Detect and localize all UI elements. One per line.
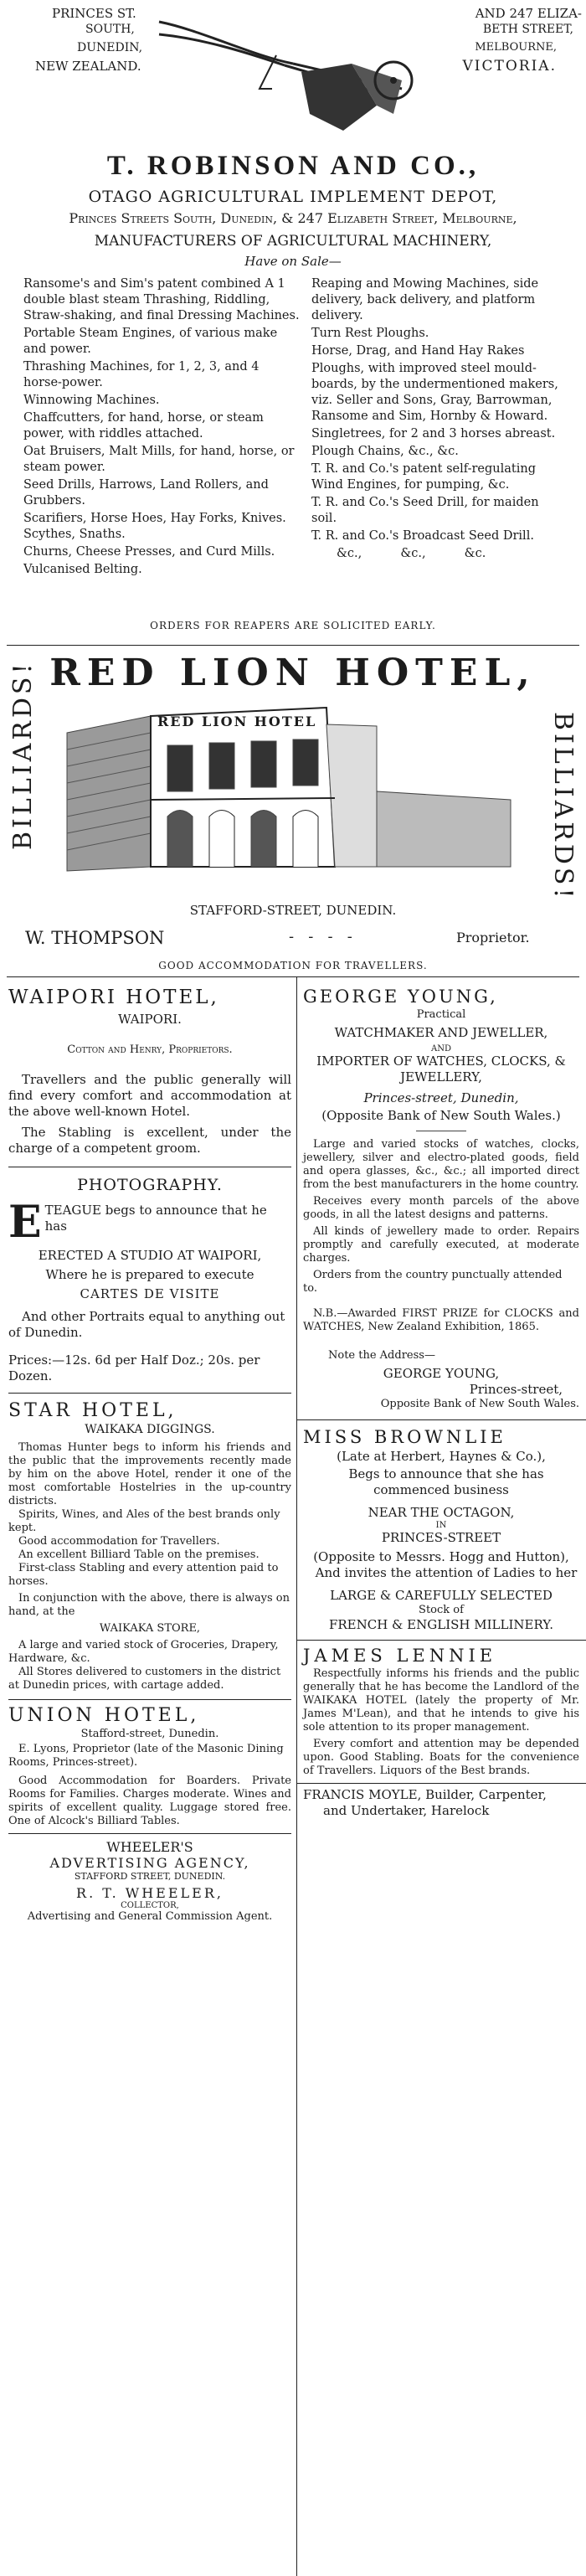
young-note-name: GEORGE YOUNG, — [383, 1366, 500, 1381]
star-p7: A large and varied stock of Groceries, Drapery, Hardware, &c. — [8, 1639, 279, 1665]
waipori-p2: The Stabling is excellent, under the charge of a competent groom. — [8, 1125, 291, 1156]
wheeler-ad — [8, 1839, 291, 1924]
brownlie-stock1: LARGE & CAREFULLY SELECTED — [330, 1588, 553, 1603]
brownlie-title: MISS BROWNLIE — [303, 1427, 506, 1447]
young-award: N.B.—Awarded FIRST PRIZE for CLOCKS and WATCHES, New Zealand Exhibition, 1865. — [303, 1307, 579, 1333]
list-item: Winnowing Machines. — [23, 394, 160, 407]
list-item: Ransome's and Sim's patent combined A 1 double blast steam Thrashing, Riddling, Straw-shaking, and final Dressing Machines. — [23, 277, 300, 322]
red-lion-title: RED LION HOTEL, — [49, 652, 537, 694]
list-item: T. R. and Co.'s Seed Drill, for maiden soil. — [311, 496, 539, 525]
photo-p2: And other Portraits equal to anything out of Dunedin. — [8, 1309, 285, 1340]
photo-where: Where he is prepared to execute — [45, 1267, 254, 1282]
dropcap-e: E — [8, 1203, 42, 1241]
lennie-ad — [303, 1646, 579, 1778]
union-p1: E. Lyons, Proprietor (late of the Masonic Dining Rooms, Princes-street). — [8, 1743, 284, 1769]
list-item: Reaping and Mowing Machines, side delivery, back delivery, and platform delivery. — [311, 277, 539, 322]
proprietor-dashes: - - - - — [289, 928, 352, 945]
divider — [296, 1783, 586, 1784]
brownlie-p1: Begs to announce that she has commenced business — [348, 1466, 544, 1497]
wheeler-name: R. T. WHEELER, — [76, 1885, 224, 1901]
list-item: Scarifiers, Horse Hoes, Hay Forks, Knives. Scythes, Snaths. — [23, 512, 286, 541]
union-hotel-ad — [8, 1705, 291, 1828]
list-item: Chaffcutters, for hand, horse, or steam power, with riddles attached. — [23, 411, 264, 440]
waipori-owners: Cotton and Henry, Proprietors. — [67, 1043, 233, 1056]
brownlie-late: (Late at Herbert, Haynes & Co.), — [337, 1449, 546, 1464]
list-item: Turn Rest Ploughs. — [311, 327, 429, 340]
divider — [8, 1699, 291, 1700]
divider — [7, 645, 579, 646]
proprietor-label: Proprietor. — [456, 930, 530, 945]
star-p8: All Stores delivered to customers in the district at Dunedin prices, with cartage added. — [8, 1666, 281, 1692]
robinson-title: T. ROBINSON AND CO., — [106, 151, 480, 181]
list-item: T. R. and Co.'s Broadcast Seed Drill. — [311, 529, 534, 543]
wheeler-p1: Advertising and General Commission Agent. — [27, 1910, 273, 1923]
star-hotel-ad — [8, 1400, 291, 1692]
robinson-manufacturers: MANUFACTURERS OF AGRICULTURAL MACHINERY, — [94, 233, 492, 250]
union-p2: Good Accommodation for Boarders. Private Rooms for Families. Charges moderate. Wines and spirits of excellent quality. Luggage stored free. One of Alcock's Billiard Tables. — [8, 1775, 291, 1827]
brownlie-p2: And invites the attention of Ladies to her — [315, 1565, 578, 1580]
list-item: Plough Chains, &c., &c. — [311, 445, 459, 458]
robinson-left-list — [23, 276, 300, 580]
waipori-title: WAIPORI HOTEL, — [8, 987, 219, 1008]
divider — [296, 1640, 586, 1641]
moyle-line1: FRANCIS MOYLE, Builder, Carpenter, — [303, 1787, 547, 1802]
list-item: Churns, Cheese Presses, and Curd Mills. — [23, 545, 275, 559]
wheeler-title2: ADVERTISING AGENCY, — [49, 1855, 250, 1871]
young-p2: Receives every month parcels of the above goods, in all the latest designs and patterns. — [303, 1195, 579, 1221]
young-p4: Orders from the country punctually attended to. — [303, 1269, 563, 1295]
left-column — [8, 981, 291, 1924]
wheeler-street: STAFFORD STREET, DUNEDIN. — [74, 1871, 226, 1882]
lennie-p2: Every comfort and attention may be depended upon. Good Stabling. Boats for the convenience of Travellers. Liquors of the Best brands. — [303, 1738, 579, 1777]
young-watch: WATCHMAKER AND JEWELLER, — [334, 1025, 548, 1040]
right-address: AND 247 ELIZA- BETH STREET, MELBOURNE, VICTORIA. — [462, 6, 582, 75]
young-p1: Large and varied stocks of watches, clocks, jewellery, silver and electro-plated goods, field and opera glasses, &c., &c.; all imported direct from the best manufacturers in the home country. — [303, 1138, 579, 1191]
wheeler-role: COLLECTOR, — [121, 1901, 179, 1910]
photo-cartes: CARTES DE VISITE — [80, 1286, 220, 1301]
right-column — [303, 981, 579, 1819]
union-street: Stafford-street, Dunedin. — [80, 1728, 219, 1740]
divider — [8, 1393, 291, 1394]
left-address: PRINCES ST. SOUTH, DUNEDIN, NEW ZEALAND. — [35, 6, 143, 74]
robinson-right-list — [311, 276, 563, 564]
young-opp: (Opposite Bank of New South Wales.) — [321, 1108, 561, 1123]
young-importer: IMPORTER OF WATCHES, CLOCKS, & JEWELLERY, — [316, 1054, 566, 1084]
robinson-address-line: Princes Streets South, Dunedin, & 247 Elizabeth Street, Melbourne, — [69, 210, 517, 226]
waipori-ad — [8, 987, 291, 1157]
brownlie-street: PRINCES-STREET — [381, 1530, 501, 1545]
george-young-ad — [303, 987, 579, 1411]
young-note: Note the Address— — [328, 1349, 435, 1362]
brownlie-stock2: Stock of — [419, 1604, 464, 1616]
list-item: Oat Bruisers, Malt Mills, for hand, horse, or steam power. — [23, 445, 295, 474]
list-item: Seed Drills, Harrows, Land Rollers, and Grubbers. — [23, 478, 269, 507]
star-p1: Thomas Hunter begs to inform his friends and the public that the improvements recently made by him on the above Hotel, render it one of the most comfortable Hostelries in the up-country districts. — [8, 1441, 291, 1507]
good-accommodation: GOOD ACCOMMODATION FOR TRAVELLERS. — [158, 960, 428, 971]
moyle-ad — [303, 1787, 579, 1819]
star-place: WAIKAKA DIGGINGS. — [85, 1423, 215, 1436]
billiards-left: BILLIARDS! — [8, 660, 38, 850]
brownlie-opp: (Opposite to Messrs. Hogg and Hutton), — [313, 1549, 569, 1564]
column-divider — [296, 976, 297, 2576]
brownlie-near: NEAR THE OCTAGON, — [368, 1505, 515, 1520]
list-item: Thrashing Machines, for 1, 2, 3, and 4 horse-power. — [23, 360, 260, 389]
lennie-title: JAMES LENNIE — [303, 1646, 497, 1666]
robinson-subtitle: OTAGO AGRICULTURAL IMPLEMENT DEPOT, — [88, 188, 498, 206]
brownlie-in: IN — [435, 1521, 447, 1530]
star-p3: Good accommodation for Travellers. — [18, 1535, 220, 1548]
hotel-sign: RED LION HOTEL — [157, 714, 317, 729]
have-on-sale: Have on Sale— — [244, 254, 342, 269]
star-p4: An excellent Billiard Table on the premises. — [18, 1548, 260, 1561]
young-p3: All kinds of jewellery made to order. Repairs promptly and carefully executed, at moderate charges. — [303, 1225, 579, 1265]
list-item: Portable Steam Engines, of various make and power. — [23, 327, 278, 356]
young-and: AND — [431, 1044, 451, 1054]
moyle-line2: and Undertaker, Harelock — [323, 1803, 490, 1818]
waipori-place: WAIPORI. — [118, 1012, 182, 1027]
brownlie-ad — [303, 1427, 579, 1633]
orders-note: ORDERS FOR REAPERS ARE SOLICITED EARLY. — [150, 620, 436, 631]
young-practical: Practical — [416, 1008, 466, 1021]
photography-ad — [8, 1176, 291, 1384]
list-item: Vulcanised Belting. — [23, 563, 142, 576]
plough-illustration — [151, 5, 427, 139]
star-p5: First-class Stabling and every attention paid to horses. — [8, 1562, 279, 1588]
star-store: WAIKAKA STORE, — [99, 1622, 201, 1635]
list-item: Ploughs, with improved steel mould-boards, by the undermentioned makers, viz. Seller and Sons, Gray, Barrowman, Ransome and Sim, Hornby & Howard. — [311, 362, 558, 423]
etc-line: &c., &c., &c. — [337, 547, 486, 560]
wheeler-title1: WHEELER'S — [106, 1839, 193, 1855]
list-item: Singletrees, for 2 and 3 horses abreast. — [311, 427, 556, 440]
brownlie-stock3: FRENCH & ENGLISH MILLINERY. — [328, 1617, 554, 1632]
billiards-right: BILLIARDS! — [548, 712, 578, 902]
photo-intro: E TEAGUE begs to announce that he has — [8, 1203, 267, 1241]
red-lion-street: STAFFORD-STREET, DUNEDIN. — [189, 903, 397, 918]
young-title: GEORGE YOUNG, — [303, 987, 498, 1007]
young-note-opp: Opposite Bank of New South Wales. — [380, 1398, 579, 1410]
union-title: UNION HOTEL, — [8, 1705, 200, 1726]
photo-title: PHOTOGRAPHY. — [77, 1176, 223, 1194]
divider — [296, 1419, 586, 1420]
star-p2: Spirits, Wines, and Ales of the best brands only kept. — [8, 1508, 280, 1534]
lennie-p1: Respectfully informs his friends and the public generally that he has become the Landlord of the WAIKAKA HOTEL (lately the property of Mr. James M'Lean), and that he intends to give his sole attention to its proper management. — [303, 1667, 579, 1734]
divider — [8, 1833, 291, 1834]
star-title: STAR HOTEL, — [8, 1400, 177, 1421]
divider — [7, 976, 579, 977]
list-item: Horse, Drag, and Hand Hay Rakes — [311, 344, 525, 358]
young-note-street: Princes-street, — [469, 1382, 563, 1397]
proprietor-name: W. THOMPSON — [25, 928, 165, 948]
young-addr: Princes-street, Dunedin, — [363, 1090, 519, 1105]
photo-erected: ERECTED A STUDIO AT WAIPORI, — [38, 1248, 262, 1263]
photo-prices: Prices:—12s. 6d per Half Doz.; 20s. per Dozen. — [8, 1352, 260, 1383]
star-p6: In conjunction with the above, there is always on hand, at the — [8, 1592, 290, 1618]
waipori-p1: Travellers and the public generally will find every comfort and accommodation at the above well-known Hotel. — [8, 1072, 291, 1119]
list-item: T. R. and Co.'s patent self-regulating Wind Engines, for pumping, &c. — [311, 462, 537, 492]
